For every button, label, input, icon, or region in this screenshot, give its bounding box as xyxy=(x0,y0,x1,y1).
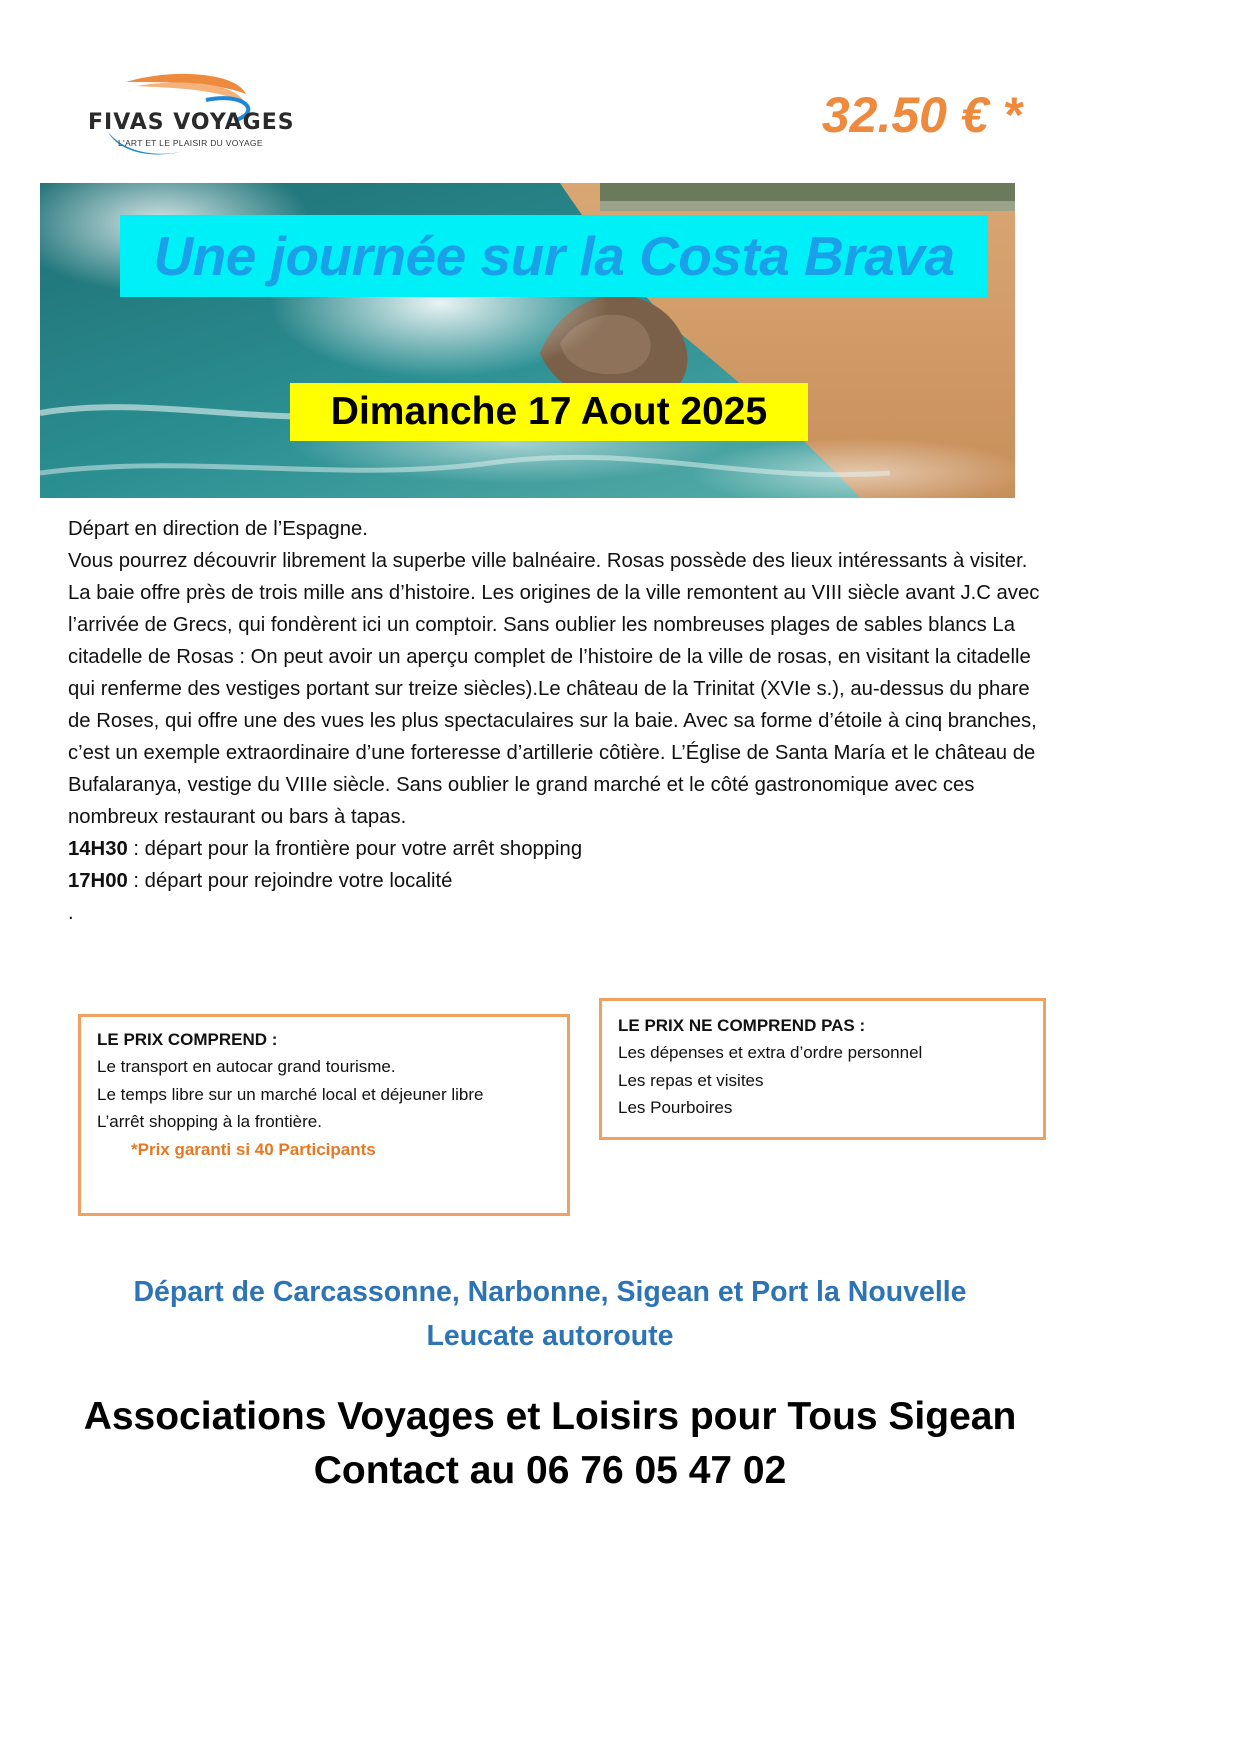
includes-item: Le transport en autocar grand tourisme. xyxy=(97,1057,396,1076)
price-excludes-box xyxy=(599,998,1046,1140)
event-title: Une journée sur la Costa Brava xyxy=(153,225,955,287)
schedule-item xyxy=(68,833,1053,865)
price-includes-box xyxy=(78,1014,570,1216)
excludes-item: Les repas et visites xyxy=(618,1070,764,1090)
departure-line: Départ de Carcassonne, Narbonne, Sigean et Port la Nouvelle xyxy=(133,1276,967,1308)
logo-name: FIVAS VOYAGES xyxy=(88,110,295,135)
departure-line: Leucate autoroute xyxy=(426,1320,674,1352)
departure-cities xyxy=(0,1270,1100,1358)
hero-banner xyxy=(40,183,1015,498)
includes-title: LE PRIX COMPREND : xyxy=(97,1030,278,1049)
excludes-title: LE PRIX NE COMPREND PAS : xyxy=(618,1016,866,1035)
title-banner xyxy=(120,215,988,297)
includes-item: L’arrêt shopping à la frontière. xyxy=(97,1112,322,1131)
guarantee-note: *Prix garanti si 40 Participants xyxy=(131,1139,376,1159)
excludes-item: Les dépenses et extra d’ordre personnel xyxy=(618,1043,923,1062)
organizer-name: Associations Voyages et Loisirs pour Tous Sigean xyxy=(83,1395,1017,1438)
description-paragraph: Vous pourrez découvrir librement la superbe ville balnéaire. Rosas possède des lieux intéressants à visiter. La baie offre près de trois mille ans d’histoire. Les origines de la ville remontent au VIII siècle avant J.C avec l’arrivée de Grecs, qui fondèrent ici un comptoir. Sans oublier les nombreuses plages de sables blancs La citadelle de Rosas : On peut avoir un aperçu complet de l’histoire de la ville de rosas, en visitant la citadelle qui renferme des vestiges portant sur treize siècles).Le château de la Trinitat (XVIe s.), au-dessus du phare de Roses, qui offre une des vues les plus spectaculaires sur la baie. Avec sa forme d’étoile à cinq branches, c’est un exemple extraordinaire d’une forteresse d’artillerie côtière. L’Église de Santa María et le château de Bufalaranya, vestige du VIIIe siècle. Sans oublier le grand marché et le côté gastronomique avec ces nombreux restaurant ou bars à tapas. xyxy=(68,550,1040,828)
depart-line: Départ en direction de l’Espagne. xyxy=(68,518,368,540)
excludes-item: Les Pourboires xyxy=(618,1098,733,1117)
event-date: Dimanche 17 Aout 2025 xyxy=(330,390,768,433)
schedule-time: 14H30 xyxy=(68,838,128,860)
date-banner xyxy=(290,383,808,441)
trailing-dot: . xyxy=(68,902,74,924)
fivas-voyages-logo xyxy=(86,72,331,167)
schedule-item xyxy=(68,865,1053,897)
includes-item: Le temps libre sur un marché local et déjeuner libre xyxy=(97,1084,484,1104)
organizer-contact xyxy=(0,1390,1100,1498)
schedule-text: : départ pour la frontière pour votre arrêt shopping xyxy=(127,838,583,860)
price: 32.50 € * xyxy=(821,87,1022,143)
contact-phone: Contact au 06 76 05 47 02 xyxy=(313,1449,787,1492)
logo-tagline: L'ART ET LE PLAISIR DU VOYAGE xyxy=(118,138,263,148)
schedule-time: 17H00 xyxy=(68,870,128,892)
description xyxy=(68,513,1053,929)
schedule-text: : départ pour rejoindre votre localité xyxy=(127,870,453,892)
